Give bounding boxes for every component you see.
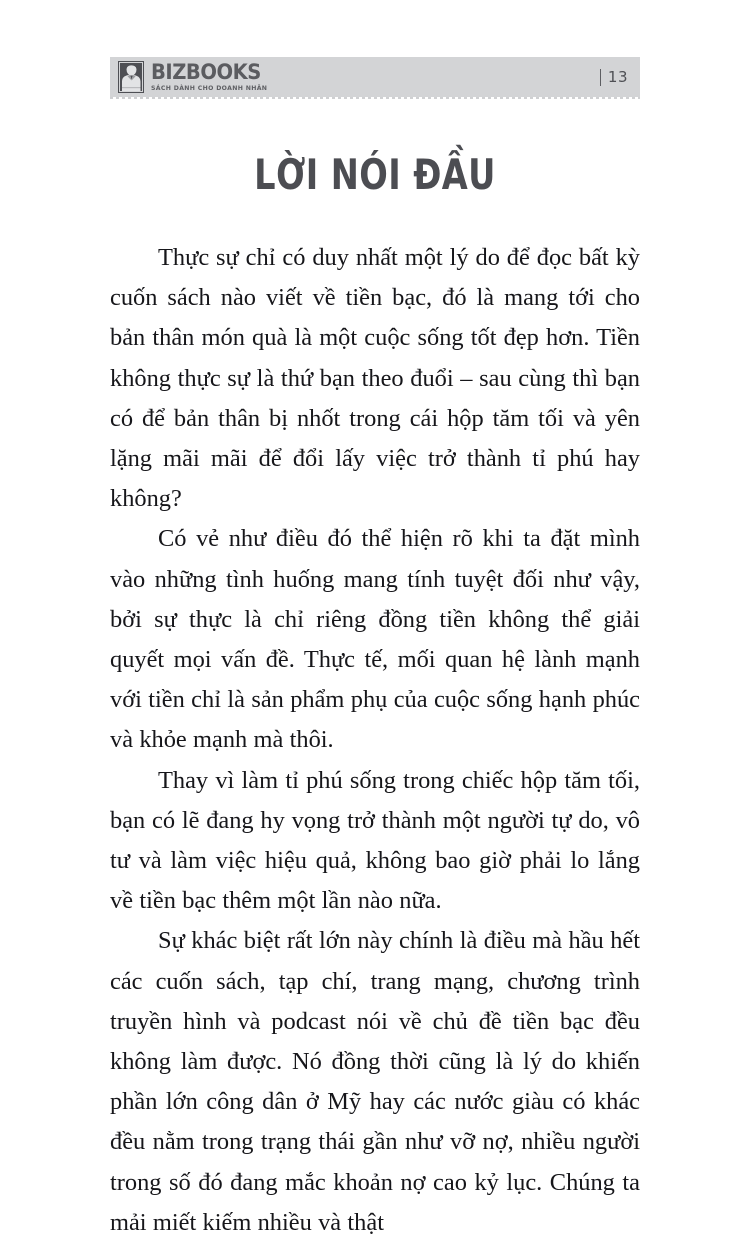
page-title: LỜI NÓI ĐẦU (254, 150, 496, 200)
publisher-logo (118, 61, 273, 93)
paragraph: Có vẻ như điều đó thể hiện rõ khi ta đặt mình vào những tình huống mang tính tuyệt đối như vậy, bởi sự thực là chỉ riêng đồng tiền không thể giải quyết mọi vấn đề. Thực tế, mối quan hệ lành mạnh với tiền chỉ là sản phẩm phụ của cuộc sống hạnh phúc và khỏe mạnh mà thôi. (110, 525, 640, 754)
header-dotted-rule (110, 97, 640, 99)
paragraph: Thay vì làm tỉ phú sống trong chiếc hộp tăm tối, bạn có lẽ đang hy vọng trở thành một người tự do, vô tư và làm việc hiệu quả, không bao giờ phải lo lắng về tiền bạc thêm một lần nào nữa. (110, 766, 640, 915)
page-number: 13 (607, 68, 628, 86)
running-header (110, 57, 640, 97)
page-folio (600, 68, 628, 86)
book-portrait-icon (118, 61, 144, 93)
paragraph: Thực sự chỉ có duy nhất một lý do để đọc bất kỳ cuốn sách nào viết về tiền bạc, đó là mang tới cho bản thân món quà là một cuộc sống tốt đẹp hơn. Tiền không thực sự là thứ bạn theo đuổi – sau cùng thì bạn có để bản thân bị nhốt trong cái hộp tăm tối và yên lặng mãi mãi để đổi lấy việc trở thành tỉ phú hay không? (110, 244, 640, 513)
folio-divider (600, 69, 601, 86)
brand-tagline: SÁCH DÀNH CHO DOANH NHÂN (151, 84, 268, 93)
body-text-column (110, 238, 640, 1243)
brand-name: BIZBOOKS (151, 60, 261, 85)
brand-wordmark (151, 62, 273, 92)
paragraph: Sự khác biệt rất lớn này chính là điều mà hầu hết các cuốn sách, tạp chí, trang mạng, chương trình truyền hình và podcast nói về chủ đề tiền bạc đều không làm được. Nó đồng thời cũng là lý do khiến phần lớn công dân ở Mỹ hay các nước giàu có khác đều nằm trong trạng thái gần như vỡ nợ, nhiều người trong số đó đang mắc khoản nợ cao kỷ lục. Chúng ta mải miết kiếm nhiều và thật (110, 927, 640, 1236)
